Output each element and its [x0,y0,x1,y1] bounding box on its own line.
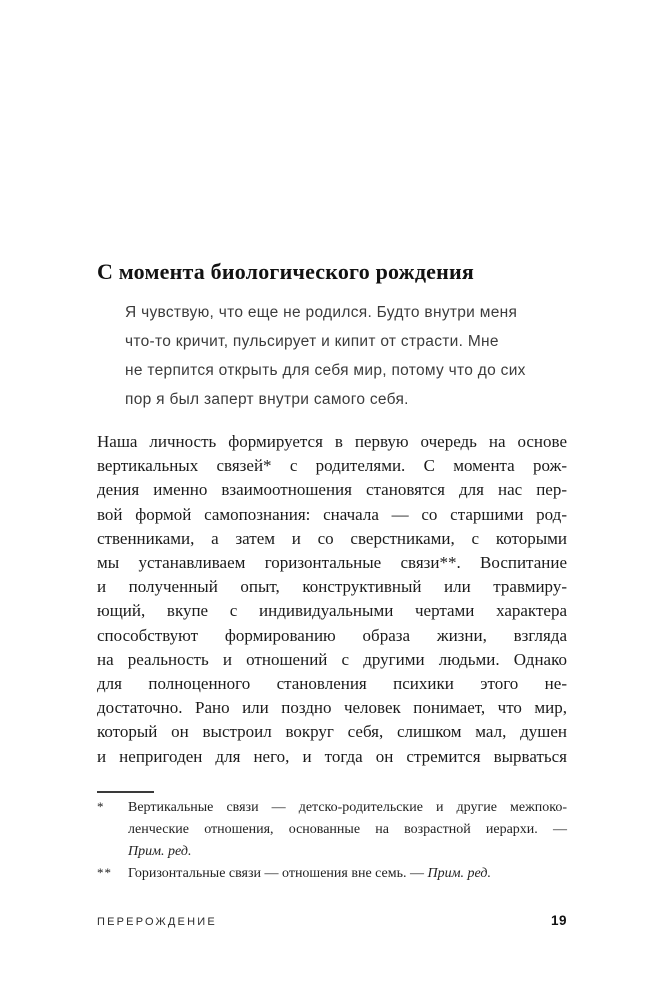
body-line: для полноценного становления психики этого не- [97,674,567,694]
body-line: на реальность и отношений с другими людьми. Однако [97,649,567,669]
footnotes-block [97,797,567,885]
epigraph-line: не терпится открыть для себя мир, потому что до сих [125,362,526,379]
footnote-1-lastline [128,841,567,863]
editor-note-label: Прим. ред. [427,866,492,881]
footnote-2 [97,863,567,885]
body-line: достаточно. Рано или поздно человек понимает, что мир, [97,698,567,718]
footnote-2-body: Горизонтальные связи — отношения вне семь. — [128,866,428,881]
body-line: вертикальных связей* с родителями. С момента рож- [97,456,567,476]
body-line: ственниками, а затем и со сверстниками, с которыми [97,528,567,548]
body-line: Наша личность формируется в первую очередь на основе [97,432,567,451]
footnote-1-text [128,797,567,863]
footnote-1-marker: * [97,799,105,814]
body-line: и полученный опыт, конструктивный или травмиру- [97,577,567,597]
footnote-1 [97,797,567,863]
editor-note-label: Прим. ред. [128,844,192,859]
epigraph-quote [125,298,565,414]
footnote-2-text [128,863,567,885]
body-line: который он выстроил вокруг себя, слишком мал, душен [97,722,567,742]
body-line: вой формой самопознания: сначала — со старшими род- [97,504,567,524]
epigraph-line: Я чувствую, что еще не родился. Будто внутри меня [125,304,518,321]
body-line: дения именно взаимоотношения становятся для нас пер- [97,480,567,500]
footnote-divider [97,791,154,793]
page-footer [97,913,567,928]
epigraph-line: пор я был заперт внутри самого себя. [125,391,409,408]
body-line: и непригоден для него, и тогда он стремится вырваться [97,746,567,766]
chapter-heading: С момента биологического рождения [97,259,474,284]
epigraph-line: что-то кричит, пульсирует и кипит от страсти. Мне [125,333,499,350]
body-paragraph [97,430,567,769]
footnote-1-lines [128,797,567,841]
footnote-line: ленческие отношения, основанные на возрастной иерархи. — [128,822,567,837]
body-line: мы устанавливаем горизонтальные связи**. Воспитание [97,553,567,573]
footnote-line: Вертикальные связи — детско-родительские и другие межпоко- [128,800,567,815]
page-number: 19 [550,913,567,928]
body-line: способствуют формированию образа жизни, взгляда [97,625,567,645]
body-line: ющий, вкупе с индивидуальными чертами характера [97,601,567,621]
running-title: ПЕРЕРОЖДЕНИЕ [97,916,217,928]
footnote-2-marker: ** [97,865,112,880]
